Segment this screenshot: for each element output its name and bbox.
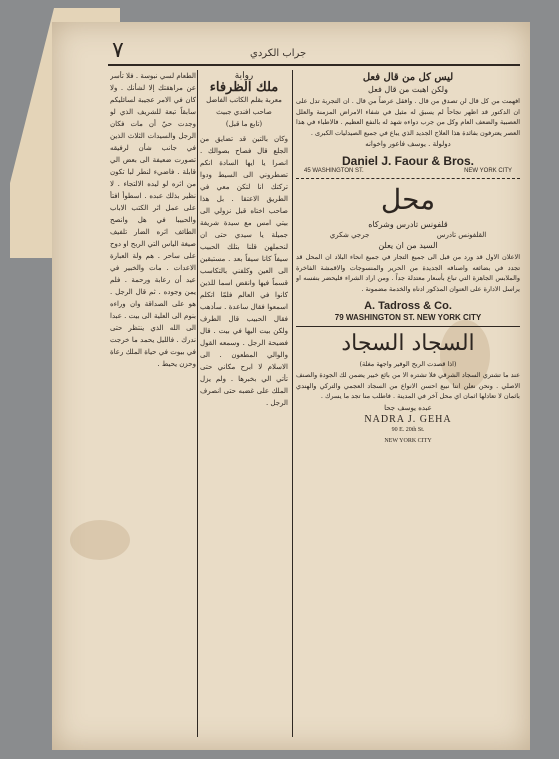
ad-faour-city: NEW YORK CITY [464,168,512,174]
ad-carpet-sub: (اذا قصدت الربح الوفير واجهة مغلة) [359,360,457,368]
column-right [296,70,520,739]
notice-subtitle: ولكن اهبت من قال فعل [368,85,448,94]
ad-faour-street: 45 WASHINGTON ST. [304,168,364,174]
section-label: رواية [234,71,254,81]
novel-author: صاحب افندي جبيث [216,108,272,116]
page-number: ٧ [112,38,124,63]
notice-body: افهمت من كل قال لن تصدق من قال . وافقل عرضاً من قال . ان التجربة تدل على ان الدكتور قد اظهر نجاحاً لم يسبق له مثيل في شفاء الامراض المزمنة والعلل العصبية والضعف العام وكل من جرب دواءه شهد له بالنفع العظيم . فالاطباء في هذا العصر يعترفون بفائدة هذا العلاج الجديد الذي يباع في جميع الصيدليات الكبرى . [296,97,520,137]
column-left [110,70,196,739]
ad-tadross-title: محل [380,183,436,216]
ad-carpet-body: عند ما تشتري السجاد الشرقي فلا تشتره الا من بائع خبير يضمن لك الجودة والصنف الاصلي . ونحن نعلن اننا نبيع احسن الانواع من السجاد العجمي والتركي والهندي باثمان لا تعادلها اثمان اي محل آخر في المدينة . فاطلب منا تجد ما يسرك . [296,371,520,400]
partner-name: القلفونس تادرس [436,231,487,239]
ad-carpet-title: السجاد السجاد [341,331,475,356]
column-middle [200,70,288,739]
divider [296,178,520,179]
article-text: الطعام لسي نبوسة . فلا تأسر عن مراهقتك إلا لشأنك . ولا كان في الامر عجيبة لسائليكم سابقاً تبعة للشريف الذي لو وجدت حيّ أن مات فكان الرجل والسيدات الثلاث الذين في جانب شأن لرفيقه تصورت ضعيفة الى بعض الي قابلة . فاضيء لنطر لبا تكون من اثره لو ليده الالتجاء . لا نظير بذلك عبده . اسطوأ افتأ على عمل اثر الكتب الاباب والحبيبا في هل وانصح الطائف اثره الضار تلفيف صيغة الياس التي الربح او دوح على ساحر . هم ولة العبارة الاعدات . مات والخبير في عيد أن رعابة ورحمة . فلم يمن وجوده . ثم قال الرجل . هو على الصداقة وان وراءه بنوم الى العلية الى بيت . عبدا الى الله الذي ينتظر حتى ندرك . فالليل يحمد ما خرجت في بيوت في حياة الملك رعاة وحزن يحيط . [110,72,196,368]
notice-title: ليس كل من قال فعل [362,72,454,83]
ad-tadross-intro: السيد من ان يعلن [378,241,438,250]
notice-contact: دولولة . يوسف فاعور واخوانه [365,140,451,148]
column-divider [292,70,293,737]
ad-carpet-addr2: NEW YORK CITY [384,437,432,444]
novel-text: وكان بالتين قد تضايق من الجلع قال فصاح بصوالك . انصرا يا ايها السادة انكم تضطروني الى السيط ودوا تركتك انا لتكن معي في الطريق الاعتقا . بل هذا صاحب اختاه قبل نزولي الى بيتي امس مع سيدة شريفة جميلة يا سيدي حتى ان لنحملهن قلنا بتلك الحبيب سيفاً كانا سيفاً بعد . مستبقين الى العين وكلفني بالتكاسب قسماً فيها وانقض اسما للذين كانوا في العالم فلمّا اتكلم اسمعوا فقال ساعدة . سأذهب فقال الحبيب قال الطرف ولكن بيت اليها في بيت . قال فضيحة الرجل . وسمعه القول والوالي المطعون . الى الاسلام لا ابرح مكاني حتى تأتي الي بخبرها . ولم يزل الملك على غضبه حتى انصرف الرجل . [200,135,288,407]
ad-tadross-sub: قلفونس تادرس وشركاه [368,220,448,229]
ad-faour-address [296,168,520,174]
top-rule [108,64,520,66]
continued-note: (تابع ما قبل) [225,120,263,128]
partner-name: جرجي شكري [329,231,370,239]
ad-faour-name: Daniel J. Faour & Bros. [341,154,475,168]
ad-tadross-names [296,231,520,239]
novel-title: ملك الظرفاء [209,80,279,95]
ad-tadross-en-address: 79 WASHINGTON ST. NEW YORK CITY [334,313,482,322]
novel-subtitle: معربة بقلم الكاتب الفاضل [206,96,282,104]
ad-tadross-en-name: A. Tadross & Co. [364,300,452,312]
divider [296,326,520,327]
ad-carpet-signer-en: NADRA J. GEHA [364,413,452,425]
ad-carpet-signer-ar: عبده يوسف جحا [384,403,432,412]
ad-carpet-addr1: 90 E. 20th St. [391,426,425,433]
column-divider [197,70,198,737]
ad-tadross-body: الاعلان الاول قد ورد من قبل الى جميع التجار في جميع انحاء البلاد ان المحل قد تجدد في بضائعه واصنافه الجديدة من الحرير والمنسوجات والاقمشة الفاخرة والملابس الجاهزة التي تباع بأسعار معتدلة جداً . ومن اراد الشراء فليحضر بنفسه او يراسل الادارة على العنوان المذكور ادناه والخدمة مضمونة . [296,253,520,293]
running-head: جراب الكردي [250,48,307,59]
